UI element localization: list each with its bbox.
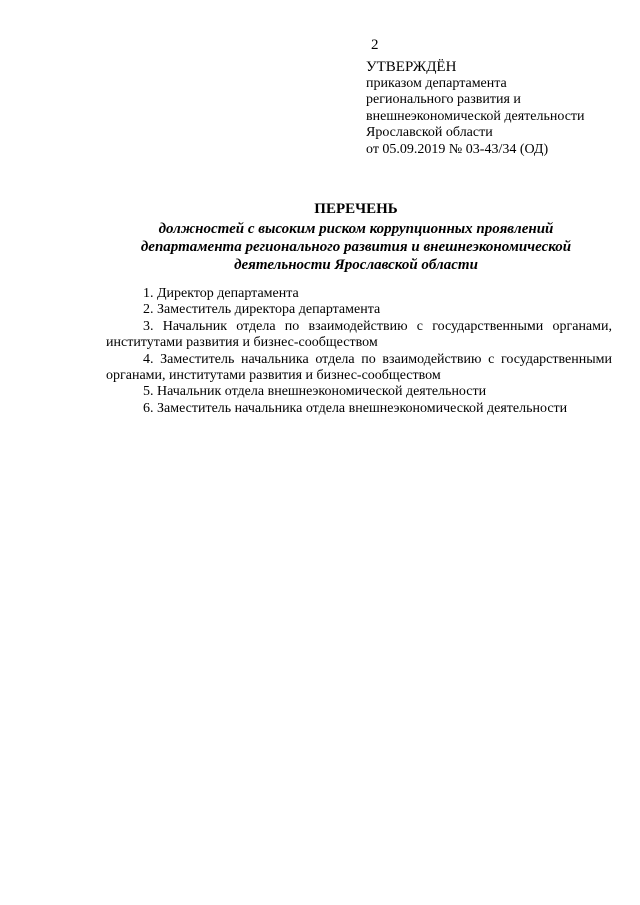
approval-title: УТВЕРЖДЁН <box>366 59 457 75</box>
document-subtitle-line: должностей с высоким риском коррупционных проявлений <box>158 221 554 237</box>
document-subtitle-line: департамента регионального развития и внешнеэкономической <box>140 239 572 255</box>
approval-line: Ярославской области <box>366 125 493 141</box>
list-item: 3. Начальник отдела по взаимодействию с государственными органами, институтами развития и бизнес-сообществом <box>106 318 612 351</box>
page-number: 2 <box>371 37 379 53</box>
approval-stamp <box>366 59 626 159</box>
list-item: 4. Заместитель начальника отдела по взаимодействию с государственными органами, институтами развития и бизнес-сообществом <box>106 351 612 384</box>
approval-line: приказом департамента <box>366 75 507 91</box>
list-item: 1. Директор департамента <box>143 286 299 301</box>
list-item: 6. Заместитель начальника отдела внешнеэкономической деятельности <box>143 400 568 416</box>
document-title: ПЕРЕЧЕНЬ <box>314 201 398 217</box>
approval-line: от 05.09.2019 № 03-43/34 (ОД) <box>366 141 549 157</box>
positions-list <box>106 286 612 417</box>
document-subtitle-line: деятельности Ярославской области <box>234 257 478 273</box>
list-item: 2. Заместитель директора департамента <box>143 302 381 318</box>
document-heading <box>100 200 612 274</box>
list-item: 5. Начальник отдела внешнеэкономической деятельности <box>143 384 487 400</box>
approval-line: регионального развития и <box>366 92 521 108</box>
approval-line: внешнеэкономической деятельности <box>366 108 585 124</box>
